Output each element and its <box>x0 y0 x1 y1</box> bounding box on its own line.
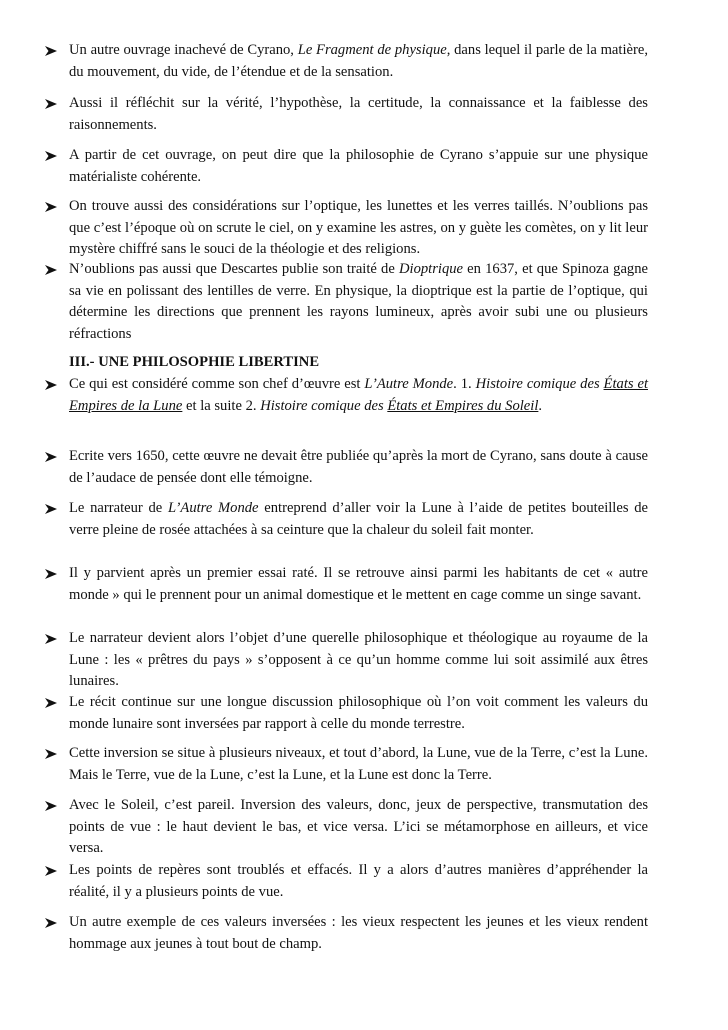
bullet-item <box>44 743 648 786</box>
item-text: Un autre exemple de ces valeurs inversées : les vieux respectent les jeunes et les vieux rendent hommage aux jeunes à tout bout de champ. <box>69 914 648 952</box>
arrow-bullet-icon <box>44 743 64 764</box>
bullet-item <box>44 563 648 606</box>
item-text: . <box>538 397 543 414</box>
bullet-item <box>44 196 648 261</box>
arrow-bullet-icon <box>44 196 64 217</box>
arrow-bullet-icon <box>44 692 64 713</box>
bullet-item <box>44 374 648 417</box>
arrow-bullet-icon <box>44 446 64 467</box>
item-text: Aussi il réfléchit sur la vérité, l’hypothèse, la certitude, la connaissance et la faiblesse des raisonnements. <box>69 95 648 133</box>
arrow-bullet-icon <box>44 628 64 649</box>
item-text: Un autre ouvrage inachevé de Cyrano, <box>69 42 298 58</box>
item-text: , dans lequel il parle de la matière, du mouvement, du vide, de l’étendue et de la sensation. <box>69 42 648 80</box>
item-text: Ce qui est considéré comme son chef d’œuvre est <box>69 376 365 392</box>
arrow-bullet-icon <box>44 259 64 280</box>
item-text: N’oublions pas aussi que Descartes publie son traité de <box>69 261 399 277</box>
bullet-item <box>44 912 648 955</box>
arrow-bullet-icon <box>44 795 64 816</box>
work-title-underlined: États et Empires du Soleil <box>387 397 539 414</box>
item-text: Le narrateur devient alors l’objet d’une querelle philosophique et théologique au royaume de la Lune : les « prêtres du pays » s’opposent à ce qu’un homme comme lui soit assimilé aux êtres lunaires. <box>69 630 648 689</box>
work-title: L’Autre Monde <box>364 376 454 392</box>
arrow-bullet-icon <box>44 860 64 881</box>
work-title-underlined: États et Empires de la Lune <box>69 376 648 414</box>
bullet-item <box>44 628 648 693</box>
item-text: . 1. <box>453 376 476 392</box>
arrow-bullet-icon <box>44 563 64 584</box>
item-text: On trouve aussi des considérations sur l’optique, les lunettes et les verres taillés. N’oublions pas que c’est l’époque où on scrute le ciel, on y examine les astres, on y guète les comètes, on y lit leur mystère chiffré sans le souci de la théologie et des religions. <box>69 198 648 257</box>
arrow-bullet-icon <box>44 93 64 114</box>
item-text: A partir de cet ouvrage, on peut dire que la philosophie de Cyrano s’appuie sur une physique matérialiste cohérente. <box>69 147 648 185</box>
item-text: entreprend d’aller voir la Lune à l’aide de petites bouteilles de verre pleine de rosée attachées à sa ceinture que la chaleur du soleil fait monter. <box>69 500 648 538</box>
item-text: Le narrateur de <box>69 500 168 516</box>
work-title: Histoire comique des <box>475 376 604 392</box>
bullet-item <box>44 259 648 345</box>
bullet-item <box>44 446 648 489</box>
item-text: Le récit continue sur une longue discussion philosophique où l’on voit comment les valeurs du monde lunaire sont inversées par rapport à celle du monde terrestre. <box>69 694 648 732</box>
item-text: Avec le Soleil, c’est pareil. Inversion des valeurs, donc, jeux de perspective, transmutation des points de vue : le haut devient le bas, et vice versa. L’ici se métamorphose en ailleurs, et vice versa. <box>69 797 648 856</box>
arrow-bullet-icon <box>44 498 64 519</box>
bullet-item <box>44 498 648 541</box>
item-text: en 1637, et que Spinoza gagne sa vie en polissant des lentilles de verre. En physique, la dioptrique est la partie de l’optique, qui détermine les directions que prennent les rayons lumineux, après avoir subi une ou plusieurs réfractions <box>69 261 649 342</box>
bullet-item <box>44 795 648 860</box>
work-title: Le Fragment de physique <box>297 42 447 58</box>
item-text: et la suite 2. <box>182 397 261 414</box>
item-text: Les points de repères sont troublés et effacés. Il y a alors d’autres manières d’appréhender la réalité, il y a plusieurs points de vue. <box>69 862 648 900</box>
arrow-bullet-icon <box>44 145 64 166</box>
item-text: Ecrite vers 1650, cette œuvre ne devait être publiée qu’après la mort de Cyrano, sans doute à cause de l’audace de pensée dont elle témoigne. <box>69 448 648 486</box>
section-heading: III.- UNE PHILOSOPHIE LIBERTINE <box>69 354 320 370</box>
bullet-item <box>44 860 648 903</box>
arrow-bullet-icon <box>44 912 64 933</box>
work-title: L’Autre Monde <box>167 500 259 516</box>
item-text: Cette inversion se situe à plusieurs niveaux, et tout d’abord, la Lune, vue de la Terre, c’est la Lune. Mais le Terre, vue de la Lune, c’est la Lune, et la Lune est donc la Terre. <box>69 745 648 783</box>
bullet-item <box>44 40 648 83</box>
bullet-item <box>44 93 648 136</box>
item-text: Il y parvient après un premier essai raté. Il se retrouve ainsi parmi les habitants de cet « autre monde » qui le prennent pour un animal domestique et le mettent en cage comme un singe savant. <box>69 565 648 603</box>
work-title: Dioptrique <box>398 261 464 277</box>
arrow-bullet-icon <box>44 40 64 61</box>
bullet-item <box>44 145 648 188</box>
arrow-bullet-icon <box>44 374 64 395</box>
work-title: Histoire comique des <box>260 397 388 414</box>
bullet-item <box>44 692 648 735</box>
